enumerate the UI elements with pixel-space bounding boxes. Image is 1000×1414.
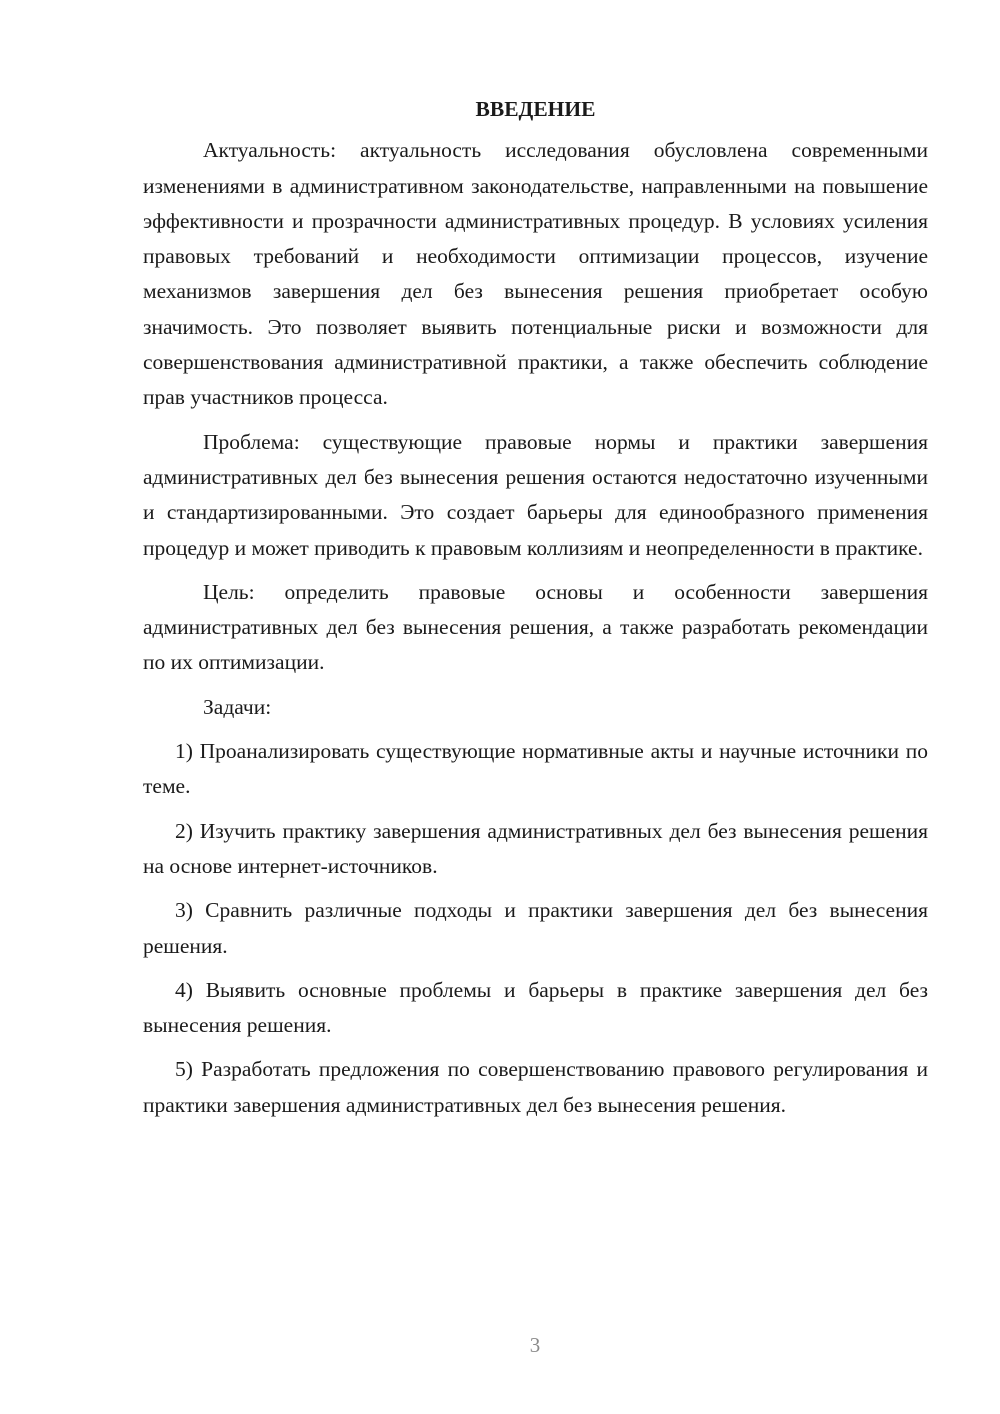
paragraph-goal: Цель: определить правовые основы и особенности завершения административных дел без вынесения решения, а также разработать рекомендации по их оптимизации. bbox=[143, 579, 928, 675]
paragraph-relevance: Актуальность: актуальность исследования обусловлена современными изменениями в административном законодательстве, направленными на повышение эффективности и прозрачности административных процедур. В условиях усиления правовых требований и необходимости оптимизации процессов, изучение механизмов завершения дел без вынесения решения приобретает особую значимость. Это позволяет выявить потенциальные риски и возможности для совершенствования административной практики, а также обеспечить соблюдение прав участников процесса. bbox=[143, 138, 928, 410]
page-number: 3 bbox=[529, 1333, 541, 1357]
section-title: ВВЕДЕНИЕ bbox=[475, 97, 596, 121]
page-content bbox=[143, 92, 928, 1132]
task-item-5: 5) Разработать предложения по совершенствованию правового регулирования и практики завершения административных дел без вынесения решения. bbox=[143, 1057, 928, 1117]
task-item-4: 4) Выявить основные проблемы и барьеры в практике завершения дел без вынесения решения. bbox=[143, 977, 928, 1038]
task-item-2: 2) Изучить практику завершения административных дел без вынесения решения на основе интернет-источников. bbox=[143, 818, 928, 878]
task-item-3: 3) Сравнить различные подходы и практики завершения дел без вынесения решения. bbox=[143, 898, 928, 958]
tasks-heading: Задачи: bbox=[203, 694, 272, 719]
paragraph-problem: Проблема: существующие правовые нормы и практики завершения административных дел без вынесения решения остаются недостаточно изученными и стандартизированными. Это создает барьеры для единообразного применения процедур и может приводить к правовым коллизиям и неопределенности в практике. bbox=[143, 429, 928, 560]
task-item-1: 1) Проанализировать существующие нормативные акты и научные источники по теме. bbox=[143, 739, 928, 799]
